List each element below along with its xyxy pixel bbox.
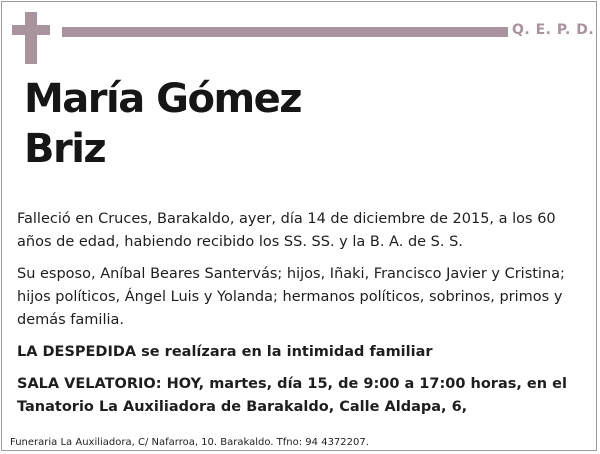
deceased-name-line2: Briz <box>24 126 106 172</box>
deceased-name <box>24 74 301 174</box>
farewell-text: se realízara en la intimidad familiar <box>136 344 433 360</box>
obituary-body <box>17 208 587 428</box>
farewell-notice <box>17 341 587 364</box>
death-notice: Falleció en Cruces, Barakaldo, ayer, día 14 de diciembre de 2015, a los 60 años de edad, habiendo recibido los SS. SS. y la B. A. de S. S. <box>17 211 556 250</box>
wake-info: SALA VELATORIO: HOY, martes, día 15, de 9:00 a 17:00 horas, en el Tanatorio La Auxiliadora de Barakaldo, Calle Aldapa, 6, <box>17 376 567 415</box>
farewell-label: LA DESPEDIDA <box>17 344 137 360</box>
family-list: Su esposo, Aníbal Beares Santervás; hijos, Iñaki, Francisco Javier y Cristina; hijos políticos, Ángel Luis y Yolanda; hermanos políticos, sobrinos, primos y demás familia. <box>17 266 565 328</box>
funeral-home-footer: Funeraria La Auxiliadora, C/ Nafarroa, 10. Barakaldo. Tfno: 94 4372207. <box>10 437 369 448</box>
obituary-card <box>1 1 597 451</box>
cross-vertical-bar <box>25 12 37 64</box>
header-divider <box>62 27 508 37</box>
cross-horizontal-bar <box>12 25 50 35</box>
qepd-label: Q. E. P. D. <box>512 22 595 38</box>
deceased-name-line1: María Gómez <box>24 76 302 122</box>
